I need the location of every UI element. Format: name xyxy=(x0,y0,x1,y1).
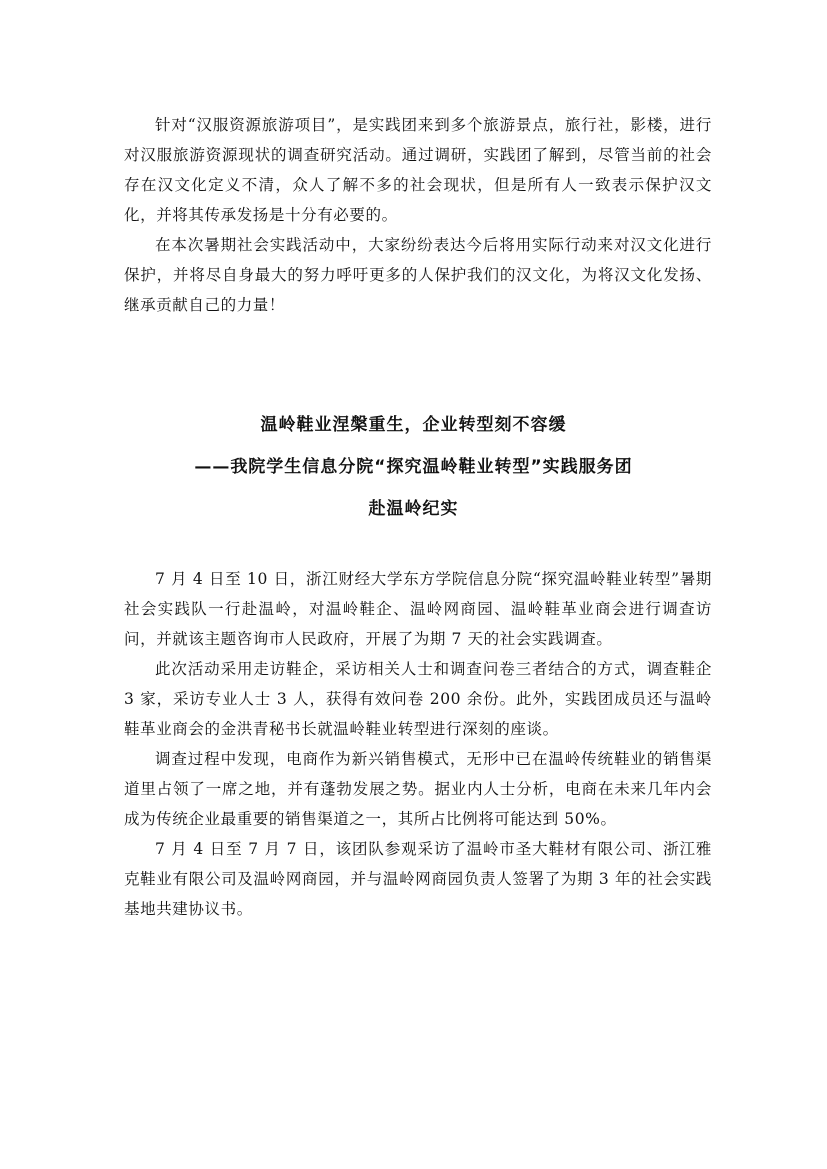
article-title: 温岭鞋业涅槃重生，企业转型刻不容缓 xyxy=(260,415,567,435)
body-paragraph: 调查过程中发现，电商作为新兴销售模式，无形中已在温岭传统鞋业的销售渠道里占领了一席之地，并有蓬勃发展之势。据业内人士分析，电商在未来几年内会成为传统企业最重要的销售渠道之一，其所占比例将可能达到 50%。 xyxy=(124,750,712,828)
article-body xyxy=(124,564,712,924)
article-subtitle: ——我院学生信息分院“探究温岭鞋业转型”实践服务团 xyxy=(194,457,633,477)
article-subtitle-continued: 赴温岭纪实 xyxy=(368,499,459,519)
body-paragraph: 此次活动采用走访鞋企，采访相关人士和调查问卷三者结合的方式，调查鞋企 3 家，采访专业人士 3 人，获得有效问卷 200 余份。此外，实践团成员还与温岭鞋革业商会的金洪青秘书长就温岭鞋业转型进行深刻的座谈。 xyxy=(124,660,712,738)
body-paragraph: 在本次暑期社会实践活动中，大家纷纷表达今后将用实际行动来对汉文化进行保护，并将尽自身最大的努力呼吁更多的人保护我们的汉文化，为将汉文化发扬、继承贡献自己的力量！ xyxy=(124,236,712,314)
body-paragraph: 7 月 4 日至 10 日，浙江财经大学东方学院信息分院“探究温岭鞋业转型”暑期社会实践队一行赴温岭，对温岭鞋企、温岭网商园、温岭鞋革业商会进行调查访问，并就该主题咨询市人民政府，开展了为期 7 天的社会实践调查。 xyxy=(124,570,712,648)
body-paragraph: 7 月 4 日至 7 月 7 日，该团队参观采访了温岭市圣大鞋材有限公司、浙江雅克鞋业有限公司及温岭网商园，并与温岭网商园负责人签署了为期 3 年的社会实践基地共建协议书。 xyxy=(124,840,712,918)
body-paragraph: 针对“汉服资源旅游项目”，是实践团来到多个旅游景点，旅行社，影楼，进行对汉服旅游资源现状的调查研究活动。通过调研，实践团了解到，尽管当前的社会存在汉文化定义不清，众人了解不多的社会现状，但是所有人一致表示保护汉文化，并将其传承发扬是十分有必要的。 xyxy=(124,116,712,224)
article-title-block xyxy=(0,404,827,530)
intro-section xyxy=(124,110,712,320)
